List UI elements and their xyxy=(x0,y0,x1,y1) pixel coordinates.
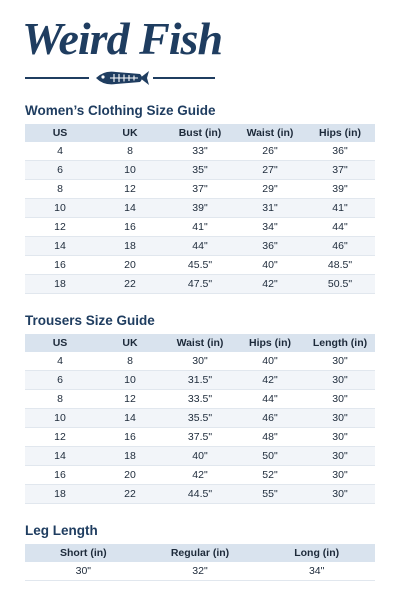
table-cell: 45.5" xyxy=(165,256,235,275)
column-header: Hips (in) xyxy=(305,124,375,142)
table-cell: 30" xyxy=(305,466,375,485)
table-cell: 37" xyxy=(305,161,375,180)
table-row xyxy=(25,466,375,485)
table-row xyxy=(25,447,375,466)
table-cell: 6 xyxy=(25,161,95,180)
logo-rule-left xyxy=(25,77,89,79)
table-cell: 40" xyxy=(235,352,305,371)
table-row xyxy=(25,562,375,581)
table-cell: 50" xyxy=(235,447,305,466)
table-row xyxy=(25,142,375,161)
table-cell: 39" xyxy=(305,180,375,199)
table-cell: 18 xyxy=(95,237,165,256)
table-cell: 18 xyxy=(95,447,165,466)
column-header: Short (in) xyxy=(25,544,142,562)
table-cell: 30" xyxy=(305,409,375,428)
table-cell: 46" xyxy=(235,409,305,428)
table-cell: 44" xyxy=(165,237,235,256)
table-row xyxy=(25,390,375,409)
table-cell: 39" xyxy=(165,199,235,218)
table-cell: 44" xyxy=(235,390,305,409)
table-cell: 16 xyxy=(25,256,95,275)
column-header: US xyxy=(25,124,95,142)
table-cell: 47.5" xyxy=(165,275,235,294)
table-row xyxy=(25,161,375,180)
table-cell: 31" xyxy=(235,199,305,218)
table-row xyxy=(25,409,375,428)
table-row xyxy=(25,485,375,504)
leg-length-table xyxy=(25,544,375,581)
table-header-row xyxy=(25,544,375,562)
column-header: Length (in) xyxy=(305,334,375,352)
table-cell: 18 xyxy=(25,485,95,504)
table-cell: 16 xyxy=(95,218,165,237)
table-row xyxy=(25,428,375,447)
table-cell: 30" xyxy=(305,371,375,390)
table-cell: 42" xyxy=(235,371,305,390)
table-cell: 8 xyxy=(25,180,95,199)
table-cell: 12 xyxy=(95,180,165,199)
table-cell: 36" xyxy=(235,237,305,256)
table-cell: 18 xyxy=(25,275,95,294)
table-cell: 52" xyxy=(235,466,305,485)
table-cell: 34" xyxy=(258,562,375,581)
table-cell: 44.5" xyxy=(165,485,235,504)
table-cell: 22 xyxy=(95,485,165,504)
table-cell: 10 xyxy=(25,199,95,218)
table-cell: 32" xyxy=(142,562,259,581)
logo-rule-right xyxy=(153,77,215,79)
table-cell: 8 xyxy=(95,352,165,371)
column-header: UK xyxy=(95,124,165,142)
table-cell: 12 xyxy=(95,390,165,409)
column-header: Bust (in) xyxy=(165,124,235,142)
table-cell: 35.5" xyxy=(165,409,235,428)
table-cell: 36" xyxy=(305,142,375,161)
table-row xyxy=(25,237,375,256)
table-cell: 10 xyxy=(95,371,165,390)
brand-logo: Weird Fish xyxy=(22,13,223,64)
table-header-row xyxy=(25,334,375,352)
table-cell: 48" xyxy=(235,428,305,447)
table-cell: 42" xyxy=(165,466,235,485)
table-cell: 34" xyxy=(235,218,305,237)
table-row xyxy=(25,180,375,199)
table-cell: 10 xyxy=(95,161,165,180)
table-cell: 12 xyxy=(25,428,95,447)
table-cell: 20 xyxy=(95,256,165,275)
table-cell: 31.5" xyxy=(165,371,235,390)
column-header: UK xyxy=(95,334,165,352)
table-cell: 37" xyxy=(165,180,235,199)
table-cell: 14 xyxy=(25,447,95,466)
trousers-size-guide-title: Trousers Size Guide xyxy=(25,313,155,328)
table-cell: 4 xyxy=(25,142,95,161)
table-cell: 30" xyxy=(305,352,375,371)
table-row xyxy=(25,352,375,371)
table-cell: 6 xyxy=(25,371,95,390)
table-cell: 27" xyxy=(235,161,305,180)
table-cell: 8 xyxy=(95,142,165,161)
table-cell: 20 xyxy=(95,466,165,485)
column-header: Waist (in) xyxy=(165,334,235,352)
table-cell: 29" xyxy=(235,180,305,199)
table-cell: 33" xyxy=(165,142,235,161)
table-cell: 30" xyxy=(305,447,375,466)
table-cell: 14 xyxy=(95,199,165,218)
table-cell: 8 xyxy=(25,390,95,409)
table-cell: 4 xyxy=(25,352,95,371)
table-cell: 14 xyxy=(25,237,95,256)
table-header-row xyxy=(25,124,375,142)
table-cell: 16 xyxy=(95,428,165,447)
table-cell: 48.5" xyxy=(305,256,375,275)
column-header: US xyxy=(25,334,95,352)
table-cell: 30" xyxy=(25,562,142,581)
column-header: Long (in) xyxy=(258,544,375,562)
column-header: Hips (in) xyxy=(235,334,305,352)
table-cell: 30" xyxy=(305,428,375,447)
table-row xyxy=(25,199,375,218)
table-cell: 40" xyxy=(165,447,235,466)
table-row xyxy=(25,256,375,275)
trousers-size-table xyxy=(25,334,375,504)
table-cell: 42" xyxy=(235,275,305,294)
table-cell: 40" xyxy=(235,256,305,275)
table-cell: 22 xyxy=(95,275,165,294)
table-cell: 37.5" xyxy=(165,428,235,447)
table-cell: 35" xyxy=(165,161,235,180)
table-cell: 33.5" xyxy=(165,390,235,409)
table-cell: 41" xyxy=(165,218,235,237)
table-cell: 44" xyxy=(305,218,375,237)
leg-length-title: Leg Length xyxy=(25,523,98,538)
womens-size-guide-title: Women’s Clothing Size Guide xyxy=(25,103,216,118)
table-cell: 14 xyxy=(95,409,165,428)
table-cell: 12 xyxy=(25,218,95,237)
table-row xyxy=(25,218,375,237)
table-cell: 16 xyxy=(25,466,95,485)
table-cell: 41" xyxy=(305,199,375,218)
column-header: Regular (in) xyxy=(142,544,259,562)
table-row xyxy=(25,275,375,294)
table-cell: 55" xyxy=(235,485,305,504)
womens-size-table xyxy=(25,124,375,294)
table-cell: 50.5" xyxy=(305,275,375,294)
fish-skeleton-icon xyxy=(94,68,150,88)
table-cell: 30" xyxy=(305,390,375,409)
table-cell: 30" xyxy=(305,485,375,504)
table-cell: 30" xyxy=(165,352,235,371)
table-row xyxy=(25,371,375,390)
column-header: Waist (in) xyxy=(235,124,305,142)
table-cell: 26" xyxy=(235,142,305,161)
table-cell: 46" xyxy=(305,237,375,256)
table-cell: 10 xyxy=(25,409,95,428)
